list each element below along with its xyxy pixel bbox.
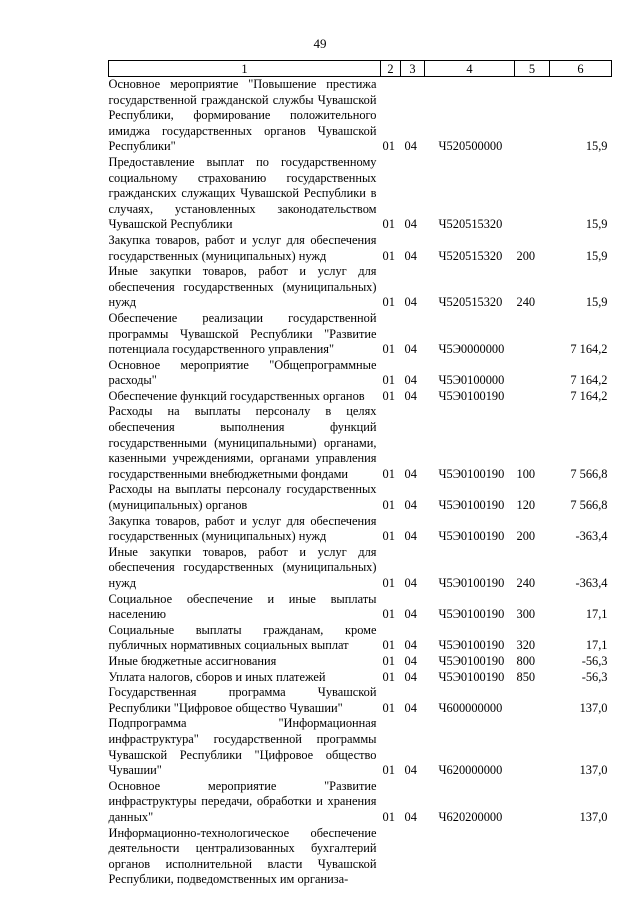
row-expense-type: 320 [516, 638, 536, 653]
row-section: 01 [382, 653, 395, 668]
row-expense-type [515, 77, 550, 155]
row-name: Обеспечение функций государственных органов [108, 388, 365, 403]
row-amount [550, 826, 612, 888]
row-expense-type: 240 [516, 295, 536, 310]
header-row [109, 61, 612, 77]
table-row [109, 826, 612, 888]
header-col-3: 3 [401, 61, 425, 77]
row-amount: -56,3 [581, 653, 608, 668]
row-expense-type: 200 [516, 529, 536, 544]
row-subsection [401, 826, 425, 888]
row-name: Государственная программа Чувашской Республики "Цифровое общество Чувашии" [108, 685, 377, 715]
budget-table [108, 60, 612, 888]
row-target-item: Ч520515320 [438, 248, 503, 263]
row-subsection: 04 [404, 653, 417, 668]
row-target-item: Ч5Э0000000 [438, 342, 505, 357]
header-col-1: 1 [109, 61, 381, 77]
row-expense-type [515, 685, 550, 716]
row-name: Подпрограмма "Информационная инфраструктура" государственной программы Чувашской Республики "Цифровое общество Чувашии" [108, 716, 377, 778]
row-name: Расходы на выплаты персоналу государственных (муниципальных) органов [108, 482, 377, 513]
row-subsection: 04 [404, 388, 417, 403]
header-col-4: 4 [425, 61, 515, 77]
row-amount: 137,0 [579, 700, 608, 715]
row-subsection: 04 [404, 607, 417, 622]
row-section: 01 [382, 342, 395, 357]
table-row [109, 233, 612, 264]
row-expense-type [515, 389, 550, 405]
table-row [109, 670, 612, 686]
row-name: Уплата налогов, сборов и иных платежей [108, 669, 326, 684]
row-expense-type [515, 716, 550, 778]
row-target-item: Ч5Э0100190 [438, 388, 505, 403]
row-target-item: Ч620200000 [438, 809, 503, 824]
row-expense-type [515, 358, 550, 389]
row-amount: 15,9 [585, 295, 608, 310]
row-name: Предоставление выплат по государственному социальному страхованию государственных гражданских служащих Чувашской Республики в случаях, установленных законодательством Чувашской Республики [108, 154, 377, 232]
row-section: 01 [382, 248, 395, 263]
row-name: Закупка товаров, работ и услуг для обеспечения государственных (муниципальных) нужд [108, 513, 377, 544]
row-section: 01 [382, 373, 395, 388]
table-row [109, 389, 612, 405]
row-section: 01 [382, 607, 395, 622]
row-expense-type [515, 155, 550, 233]
row-subsection: 04 [404, 638, 417, 653]
table-row [109, 77, 612, 155]
row-section: 01 [382, 466, 395, 481]
table-row [109, 264, 612, 311]
row-name: Социальное обеспечение и иные выплаты населению [108, 591, 377, 622]
row-amount: 7 566,8 [570, 466, 608, 481]
row-subsection: 04 [404, 342, 417, 357]
row-name: Социальные выплаты гражданам, кроме публичных нормативных социальных выплат [108, 622, 377, 653]
row-target-item: Ч520515320 [438, 295, 503, 310]
row-name: Закупка товаров, работ и услуг для обеспечения государственных (муниципальных) нужд [108, 232, 377, 263]
row-subsection: 04 [404, 466, 417, 481]
row-target-item: Ч5Э0100190 [438, 638, 505, 653]
table-row [109, 514, 612, 545]
row-name: Основное мероприятие "Повышение престижа государственной гражданской службы Чувашской Республики, формирование положительного имиджа государственных органов Чувашской Республики" [108, 77, 377, 154]
table-row [109, 592, 612, 623]
row-target-item [425, 826, 515, 888]
row-subsection: 04 [404, 576, 417, 590]
row-expense-type [515, 311, 550, 358]
row-subsection: 04 [404, 295, 417, 310]
table-row [109, 545, 612, 592]
row-subsection: 04 [404, 139, 417, 154]
row-expense-type: 300 [516, 607, 536, 622]
row-amount: 17,1 [585, 607, 608, 622]
row-name: Информационно-технологическое обеспечение деятельности централизованных бухгалтерий органов исполнительной власти Чувашской Республики, подведомственных им организа- [108, 825, 377, 887]
row-section: 01 [382, 529, 395, 544]
row-target-item: Ч5Э0100190 [438, 529, 505, 544]
table-row [109, 623, 612, 654]
row-expense-type: 800 [516, 653, 536, 668]
header-col-6: 6 [550, 61, 612, 77]
row-name: Иные бюджетные ассигнования [108, 653, 277, 668]
row-target-item: Ч5Э0100000 [438, 373, 505, 388]
row-expense-type: 200 [516, 248, 536, 263]
table-body [109, 77, 612, 888]
row-target-item: Ч5Э0100190 [438, 669, 505, 684]
row-target-item: Ч5Э0100190 [438, 607, 505, 622]
row-amount: 137,0 [579, 809, 608, 824]
row-name: Основное мероприятие "Общепрограммные расходы" [108, 357, 377, 388]
row-amount: 7 566,8 [570, 498, 608, 513]
row-subsection: 04 [404, 669, 417, 684]
table-row [109, 482, 612, 513]
table-row [109, 155, 612, 233]
table-row [109, 716, 612, 778]
row-name: Основное мероприятие "Развитие инфраструктуры передачи, обработки и хранения данных" [108, 778, 377, 824]
row-name: Иные закупки товаров, работ и услуг для обеспечения государственных (муниципальных) нужд [108, 264, 377, 310]
row-amount: 7 164,2 [570, 342, 608, 357]
row-amount: 17,1 [585, 638, 608, 653]
row-target-item: Ч520500000 [438, 139, 503, 154]
table-row [109, 654, 612, 670]
row-expense-type: 120 [516, 498, 536, 513]
row-section: 01 [382, 388, 395, 403]
table-row [109, 779, 612, 826]
row-subsection: 04 [404, 529, 417, 544]
header-col-5: 5 [515, 61, 550, 77]
row-name: Обеспечение реализации государственной программы Чувашской Республики "Развитие потенциала государственного управления" [108, 310, 377, 357]
table-row [109, 358, 612, 389]
row-target-item: Ч600000000 [438, 700, 503, 715]
row-target-item: Ч5Э0100190 [438, 576, 505, 590]
row-expense-type: 100 [516, 466, 536, 481]
row-amount: 15,9 [585, 139, 608, 154]
row-section: 01 [382, 139, 395, 154]
row-subsection: 04 [404, 373, 417, 388]
row-amount: -56,3 [581, 669, 608, 684]
row-section: 01 [382, 638, 395, 653]
row-section [381, 826, 401, 888]
row-expense-type: 240 [516, 576, 536, 590]
row-section: 01 [382, 217, 395, 232]
table-row [109, 404, 612, 482]
row-amount: 15,9 [585, 217, 608, 232]
row-section: 01 [382, 295, 395, 310]
row-section: 01 [382, 669, 395, 684]
row-expense-type [515, 779, 550, 826]
row-amount: -363,4 [575, 576, 608, 590]
row-subsection: 04 [404, 700, 417, 715]
row-target-item: Ч5Э0100190 [438, 653, 505, 668]
row-section: 01 [382, 498, 395, 513]
table-row [109, 685, 612, 716]
row-subsection: 04 [404, 809, 417, 824]
row-section: 01 [382, 763, 395, 778]
row-section: 01 [382, 809, 395, 824]
table-row [109, 311, 612, 358]
row-name: Расходы на выплаты персоналу в целях обеспечения выполнения функций государственными (муниципальными) органами, казенными учреждениями, органами управления государственными внебюджетными фондами [108, 404, 377, 481]
page-number: 49 [313, 36, 327, 51]
row-subsection: 04 [404, 217, 417, 232]
row-section: 01 [382, 700, 395, 715]
row-target-item: Ч5Э0100190 [438, 466, 505, 481]
row-target-item: Ч5Э0100190 [438, 498, 505, 513]
row-subsection: 04 [404, 763, 417, 778]
row-subsection: 04 [404, 498, 417, 513]
row-amount: -363,4 [575, 529, 608, 544]
row-amount: 7 164,2 [570, 388, 608, 403]
row-amount: 7 164,2 [570, 373, 608, 388]
row-target-item: Ч520515320 [438, 217, 503, 232]
row-amount: 15,9 [585, 248, 608, 263]
row-subsection: 04 [404, 248, 417, 263]
header-col-2: 2 [381, 61, 401, 77]
row-target-item: Ч620000000 [438, 763, 503, 778]
row-section: 01 [382, 576, 395, 590]
row-expense-type: 850 [516, 669, 536, 684]
row-expense-type [515, 826, 550, 888]
row-name: Иные закупки товаров, работ и услуг для обеспечения государственных (муниципальных) нужд [108, 544, 377, 590]
row-amount: 137,0 [579, 763, 608, 778]
